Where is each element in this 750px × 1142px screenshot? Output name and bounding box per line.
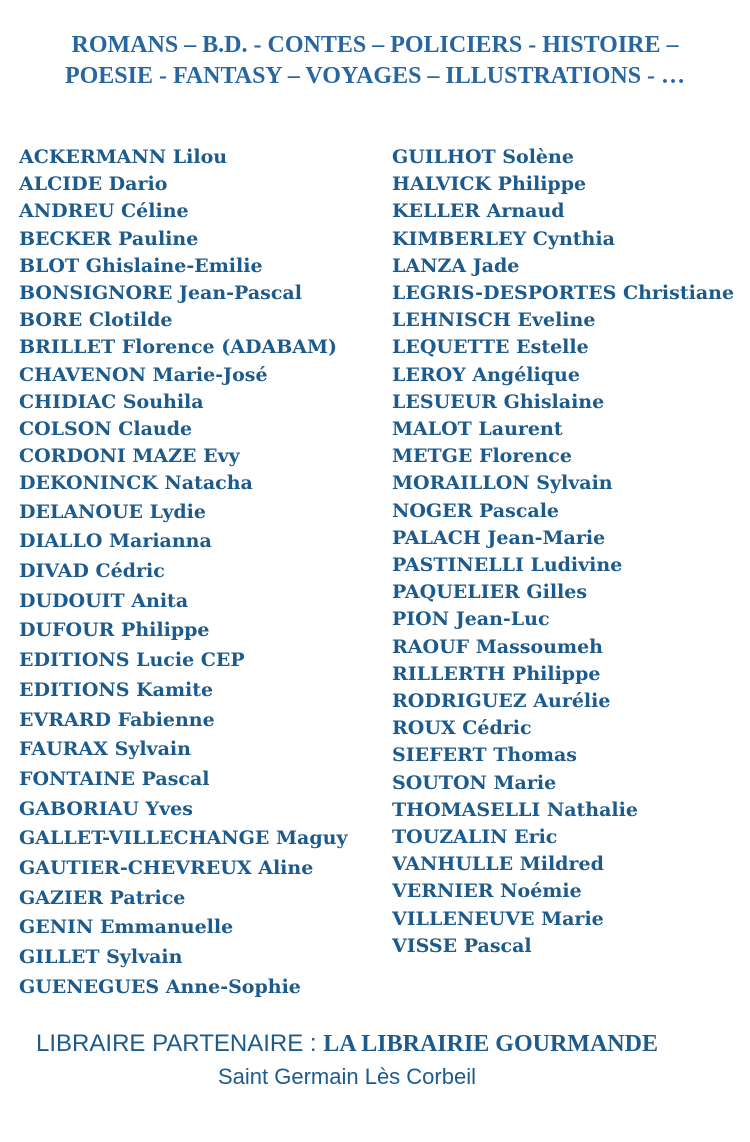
author-entry: LEQUETTE Estelle: [392, 336, 589, 359]
author-entry: SIEFERT Thomas: [392, 744, 578, 767]
author-entry: DIVAD Cédric: [19, 560, 165, 583]
author-entry: METGE Florence: [392, 445, 572, 468]
author-entry: LEROY Angélique: [392, 363, 580, 386]
author-entry: ROUX Cédric: [392, 717, 532, 740]
author-entry: FAURAX Sylvain: [19, 738, 191, 761]
author-entry: VILLENEUVE Marie: [392, 907, 604, 930]
authors-list-right: [392, 144, 734, 960]
author-entry: GUENEGUES Anne-Sophie: [19, 975, 301, 998]
author-entry: DUFOUR Philippe: [19, 619, 210, 642]
author-entry: BONSIGNORE Jean-Pascal: [19, 282, 302, 305]
author-entry: GALLET-VILLECHANGE Maguy: [19, 827, 348, 850]
genres-header: [0, 30, 750, 92]
author-entry: EDITIONS Kamite: [19, 678, 214, 701]
author-entry: PION Jean-Luc: [392, 608, 550, 631]
author-entry: VISSE Pascal: [392, 934, 532, 957]
author-entry: CORDONI MAZE Evy: [19, 445, 240, 468]
author-entry: MORAILLON Sylvain: [392, 472, 613, 495]
author-entry: KIMBERLEY Cynthia: [392, 227, 615, 250]
author-entry: THOMASELLI Nathalie: [392, 798, 638, 821]
bookshop-location: Saint Germain Lès Corbeil: [217, 1064, 476, 1089]
author-entry: BECKER Pauline: [19, 227, 199, 250]
author-entry: MALOT Laurent: [392, 418, 563, 441]
author-entry: ANDREU Céline: [19, 200, 189, 223]
author-entry: HALVICK Philippe: [392, 173, 587, 196]
author-entry: RODRIGUEZ Aurélie: [392, 690, 611, 713]
author-entry: GABORIAU Yves: [19, 797, 193, 820]
author-entry: GENIN Emmanuelle: [19, 916, 234, 939]
author-entry: EDITIONS Lucie CEP: [19, 649, 245, 672]
author-entry: BORE Clotilde: [19, 309, 173, 332]
author-entry: GUILHOT Solène: [392, 146, 574, 168]
author-entry: KELLER Arnaud: [392, 200, 565, 223]
author-entry: DEKONINCK Natacha: [19, 472, 253, 495]
author-entry: PALACH Jean-Marie: [392, 526, 606, 549]
author-entry: VERNIER Noémie: [392, 880, 582, 903]
author-entry: NOGER Pascale: [392, 499, 560, 522]
author-entry: RAOUF Massoumeh: [392, 635, 603, 658]
author-entry: BLOT Ghislaine-Emilie: [19, 254, 263, 277]
author-entry: RILLERTH Philippe: [392, 662, 601, 685]
author-entry: CHIDIAC Souhila: [19, 390, 204, 413]
author-entry: CHAVENON Marie-José: [19, 363, 268, 386]
author-entry: ACKERMANN Lilou: [19, 146, 228, 168]
author-entry: GAZIER Patrice: [19, 886, 186, 909]
author-entry: VANHULLE Mildred: [392, 853, 604, 876]
author-entry: LEHNISCH Eveline: [392, 309, 596, 332]
author-entry: GILLET Sylvain: [19, 946, 183, 969]
author-entry: LANZA Jade: [392, 254, 520, 277]
author-entry: ALCIDE Dario: [19, 173, 168, 196]
partner-line: [0, 1027, 694, 1061]
author-entry: LESUEUR Ghislaine: [392, 390, 605, 413]
genres-line-1: ROMANS – B.D. - CONTES – POLICIERS - HISTOIRE –: [71, 32, 679, 58]
author-entry: BRILLET Florence (ADABAM): [19, 336, 338, 359]
author-entry: SOUTON Marie: [392, 771, 557, 794]
author-entry: LEGRIS-DESPORTES Christiane: [392, 282, 735, 305]
author-entry: DELANOUE Lydie: [19, 500, 206, 523]
partner-label: LIBRAIRE PARTENAIRE :: [36, 1030, 324, 1057]
author-entry: FONTAINE Pascal: [19, 767, 210, 790]
author-entry: DUDOUIT Anita: [19, 589, 189, 612]
partner-footer: [0, 1027, 694, 1093]
author-entry: GAUTIER-CHEVREUX Aline: [19, 857, 314, 880]
bookshop-name: LA LIBRAIRIE GOURMANDE: [323, 1031, 658, 1057]
author-entry: COLSON Claude: [19, 418, 193, 441]
author-entry: PAQUELIER Gilles: [392, 581, 588, 604]
authors-list-left: [19, 144, 347, 1003]
author-entry: TOUZALIN Eric: [392, 826, 558, 849]
author-entry: EVRARD Fabienne: [19, 708, 215, 731]
genres-line-2: POESIE - FANTASY – VOYAGES – ILLUSTRATIONS - …: [64, 63, 686, 89]
author-entry: DIALLO Marianna: [19, 530, 212, 553]
author-entry: PASTINELLI Ludivine: [392, 554, 623, 577]
